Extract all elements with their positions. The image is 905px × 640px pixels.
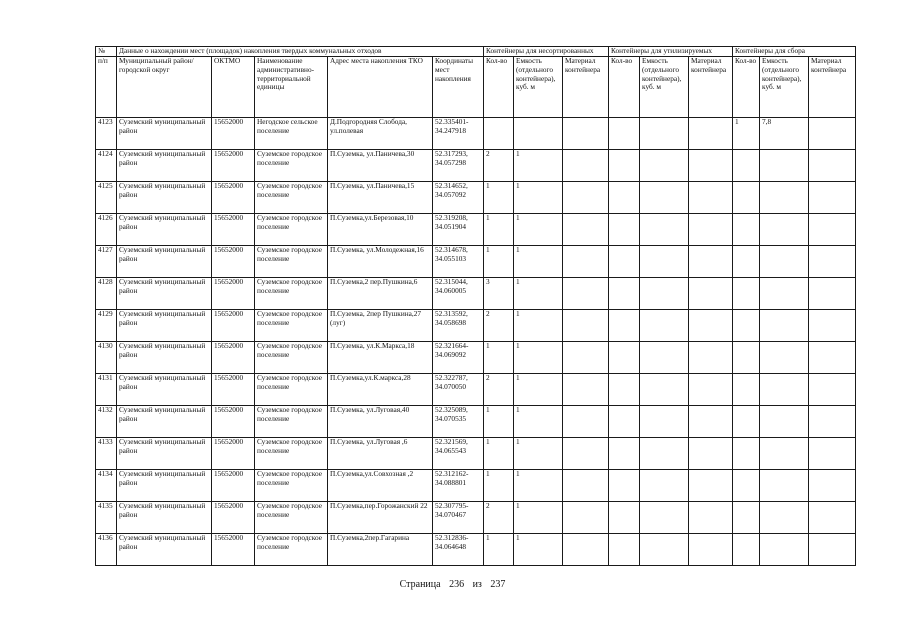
cell-address: П.Суземка, ул.К.Маркса,18 (328, 342, 433, 374)
cell-district: Суземский муниципальный район (117, 502, 212, 534)
cell-unsorted-count: 2 (484, 150, 514, 182)
cell-unsorted-capacity: 1 (514, 214, 563, 246)
cell-address: П.Суземка,2 пер.Пушкина,6 (328, 278, 433, 310)
cell-unsorted-material (563, 502, 609, 534)
cell-unsorted-count: 2 (484, 374, 514, 406)
cell-collect-count (733, 374, 760, 406)
cell-unit: Суземское городское поселение (255, 502, 328, 534)
cell-coords: 52.314678, 34.055103 (433, 246, 484, 278)
cell-number: 4131 (96, 374, 117, 406)
cell-collect-material (809, 374, 856, 406)
cell-recycled-count (609, 310, 640, 342)
cell-oktmo: 15652000 (212, 438, 255, 470)
cell-address: П.Суземка, ул.Паничева,30 (328, 150, 433, 182)
cell-unit: Суземское городское поселение (255, 278, 328, 310)
cell-collect-material (809, 118, 856, 150)
cell-recycled-count (609, 278, 640, 310)
cell-collect-count (733, 246, 760, 278)
cell-unit: Суземское городское поселение (255, 470, 328, 502)
cell-recycled-material (689, 342, 733, 374)
cell-district: Суземский муниципальный район (117, 118, 212, 150)
cell-unsorted-count: 1 (484, 534, 514, 566)
header-col-unsorted-count: Кол-во (484, 57, 514, 118)
cell-district: Суземский муниципальный район (117, 310, 212, 342)
cell-coords: 52.307795-34.070467 (433, 502, 484, 534)
cell-coords: 52.322787, 34.070050 (433, 374, 484, 406)
cell-unsorted-material (563, 534, 609, 566)
cell-recycled-material (689, 406, 733, 438)
cell-coords: 52.314652, 34.057092 (433, 182, 484, 214)
cell-collect-material (809, 502, 856, 534)
cell-unit: Суземское городское поселение (255, 534, 328, 566)
cell-recycled-capacity (640, 310, 689, 342)
header-col-unsorted-capacity: Емкость (отдельного контейнера), куб. м (514, 57, 563, 118)
cell-district: Суземский муниципальный район (117, 342, 212, 374)
cell-address: П.Суземка, 2пер Пушкина,27 (луг) (328, 310, 433, 342)
cell-unsorted-capacity: 1 (514, 150, 563, 182)
cell-address: Д.Подгородняя Слобода, ул.полевая (328, 118, 433, 150)
cell-unsorted-capacity: 1 (514, 374, 563, 406)
page-word: Страница (399, 579, 441, 590)
cell-collect-count: 1 (733, 118, 760, 150)
cell-recycled-material (689, 214, 733, 246)
cell-oktmo: 15652000 (212, 342, 255, 374)
cell-unsorted-material (563, 406, 609, 438)
cell-collect-count (733, 470, 760, 502)
cell-district: Суземский муниципальный район (117, 534, 212, 566)
cell-collect-capacity (760, 150, 809, 182)
cell-recycled-capacity (640, 150, 689, 182)
cell-unit: Суземское городское поселение (255, 438, 328, 470)
cell-number: 4134 (96, 470, 117, 502)
cell-collect-capacity (760, 374, 809, 406)
cell-number: 4135 (96, 502, 117, 534)
cell-unsorted-material (563, 310, 609, 342)
cell-district: Суземский муниципальный район (117, 278, 212, 310)
cell-unsorted-capacity: 1 (514, 502, 563, 534)
header-row-columns (96, 57, 856, 118)
header-col-collect-capacity: Емкость (отдельного контейнера), куб. м (760, 57, 809, 118)
cell-recycled-count (609, 150, 640, 182)
cell-unsorted-count: 2 (484, 502, 514, 534)
cell-number: 4130 (96, 342, 117, 374)
cell-unsorted-count: 1 (484, 470, 514, 502)
cell-oktmo: 15652000 (212, 246, 255, 278)
cell-number: 4125 (96, 182, 117, 214)
cell-collect-material (809, 534, 856, 566)
cell-number: 4128 (96, 278, 117, 310)
cell-unsorted-count: 1 (484, 214, 514, 246)
cell-recycled-count (609, 438, 640, 470)
cell-recycled-capacity (640, 374, 689, 406)
cell-unsorted-material (563, 374, 609, 406)
cell-address: П.Суземка,2пер.Гагарина (328, 534, 433, 566)
cell-unsorted-material (563, 214, 609, 246)
page-footer (0, 579, 905, 590)
cell-collect-capacity (760, 278, 809, 310)
header-section-unsorted: Контейнеры для несортированных (484, 47, 609, 57)
page-total: 237 (490, 579, 506, 590)
table-row (96, 118, 856, 150)
cell-recycled-count (609, 470, 640, 502)
table-row (96, 182, 856, 214)
table-row (96, 470, 856, 502)
cell-recycled-material (689, 534, 733, 566)
cell-recycled-count (609, 182, 640, 214)
cell-coords: 52.317293, 34.057298 (433, 150, 484, 182)
registry-table (95, 46, 856, 566)
page-of-word: из (472, 579, 482, 590)
cell-unsorted-count: 2 (484, 310, 514, 342)
cell-district: Суземский муниципальный район (117, 214, 212, 246)
header-section-recycled: Контейнеры для утилизируемых (609, 47, 733, 57)
cell-oktmo: 15652000 (212, 470, 255, 502)
cell-number: 4124 (96, 150, 117, 182)
cell-unsorted-capacity (514, 118, 563, 150)
cell-coords: 52.319208, 34.051904 (433, 214, 484, 246)
cell-number: 4126 (96, 214, 117, 246)
cell-unsorted-count: 1 (484, 246, 514, 278)
cell-collect-capacity (760, 406, 809, 438)
cell-collect-material (809, 342, 856, 374)
cell-unsorted-count (484, 118, 514, 150)
header-col-unsorted-material: Материал контейнера (563, 57, 609, 118)
cell-unsorted-capacity: 1 (514, 438, 563, 470)
cell-recycled-material (689, 118, 733, 150)
cell-recycled-count (609, 246, 640, 278)
cell-oktmo: 15652000 (212, 278, 255, 310)
cell-unsorted-capacity: 1 (514, 278, 563, 310)
cell-unit: Суземское городское поселение (255, 214, 328, 246)
cell-unsorted-capacity: 1 (514, 406, 563, 438)
cell-coords: 52.315044, 34.060005 (433, 278, 484, 310)
cell-oktmo: 15652000 (212, 502, 255, 534)
cell-collect-capacity (760, 310, 809, 342)
cell-collect-capacity (760, 470, 809, 502)
cell-unsorted-count: 1 (484, 406, 514, 438)
cell-address: П.Суземка,пер.Горожанский 22 (328, 502, 433, 534)
cell-district: Суземский муниципальный район (117, 406, 212, 438)
cell-recycled-material (689, 374, 733, 406)
cell-unsorted-capacity: 1 (514, 246, 563, 278)
cell-recycled-count (609, 374, 640, 406)
header-col-district: Муниципальный район/городской округ (117, 57, 212, 118)
cell-recycled-material (689, 278, 733, 310)
cell-unsorted-material (563, 246, 609, 278)
header-col-recycled-material: Материал контейнера (689, 57, 733, 118)
cell-oktmo: 15652000 (212, 374, 255, 406)
cell-unsorted-material (563, 118, 609, 150)
cell-recycled-capacity (640, 470, 689, 502)
cell-district: Суземский муниципальный район (117, 438, 212, 470)
cell-district: Суземский муниципальный район (117, 470, 212, 502)
header-col-coords: Координаты мест накопления (433, 57, 484, 118)
cell-recycled-capacity (640, 406, 689, 438)
cell-unit: Суземское городское поселение (255, 182, 328, 214)
cell-address: П.Суземка,ул.К.маркса,28 (328, 374, 433, 406)
cell-unsorted-material (563, 182, 609, 214)
cell-unsorted-capacity: 1 (514, 470, 563, 502)
cell-collect-material (809, 246, 856, 278)
table-row (96, 438, 856, 470)
cell-collect-count (733, 406, 760, 438)
cell-oktmo: 15652000 (212, 150, 255, 182)
cell-unsorted-count: 1 (484, 438, 514, 470)
cell-coords: 52.325089, 34.070535 (433, 406, 484, 438)
cell-collect-capacity (760, 502, 809, 534)
cell-unsorted-material (563, 438, 609, 470)
cell-unit: Негодское сельское поселение (255, 118, 328, 150)
cell-number: 4136 (96, 534, 117, 566)
cell-recycled-capacity (640, 182, 689, 214)
cell-district: Суземский муниципальный район (117, 246, 212, 278)
cell-number: 4123 (96, 118, 117, 150)
cell-recycled-material (689, 150, 733, 182)
cell-address: П.Суземка, ул.Луговая,40 (328, 406, 433, 438)
header-col-address: Адрес места накопления ТКО (328, 57, 433, 118)
page-number: 236 (449, 579, 465, 590)
cell-unit: Суземское городское поселение (255, 310, 328, 342)
cell-recycled-count (609, 502, 640, 534)
cell-district: Суземский муниципальный район (117, 374, 212, 406)
table-row (96, 374, 856, 406)
cell-collect-material (809, 214, 856, 246)
cell-collect-capacity (760, 182, 809, 214)
cell-unsorted-material (563, 278, 609, 310)
cell-district: Суземский муниципальный район (117, 182, 212, 214)
cell-unsorted-capacity: 1 (514, 534, 563, 566)
cell-oktmo: 15652000 (212, 534, 255, 566)
cell-recycled-capacity (640, 534, 689, 566)
cell-collect-capacity: 7,8 (760, 118, 809, 150)
cell-recycled-count (609, 534, 640, 566)
cell-recycled-capacity (640, 214, 689, 246)
cell-unsorted-count: 1 (484, 182, 514, 214)
table-row (96, 342, 856, 374)
cell-collect-count (733, 534, 760, 566)
cell-coords: 52.321569, 34.065543 (433, 438, 484, 470)
table-row (96, 406, 856, 438)
cell-collect-capacity (760, 342, 809, 374)
cell-recycled-count (609, 342, 640, 374)
cell-collect-count (733, 150, 760, 182)
cell-unsorted-count: 1 (484, 342, 514, 374)
cell-collect-material (809, 406, 856, 438)
table-row (96, 214, 856, 246)
cell-collect-count (733, 438, 760, 470)
cell-collect-capacity (760, 214, 809, 246)
cell-district: Суземский муниципальный район (117, 150, 212, 182)
cell-collect-count (733, 342, 760, 374)
cell-unit: Суземское городское поселение (255, 246, 328, 278)
header-col-recycled-capacity: Емкость (отдельного контейнера), куб. м (640, 57, 689, 118)
cell-collect-material (809, 278, 856, 310)
table-row (96, 150, 856, 182)
cell-recycled-material (689, 502, 733, 534)
cell-collect-material (809, 150, 856, 182)
table-row (96, 502, 856, 534)
cell-recycled-capacity (640, 438, 689, 470)
table-row (96, 534, 856, 566)
cell-unsorted-material (563, 150, 609, 182)
cell-number: 4132 (96, 406, 117, 438)
cell-collect-count (733, 502, 760, 534)
cell-recycled-count (609, 118, 640, 150)
cell-collect-count (733, 278, 760, 310)
cell-recycled-capacity (640, 502, 689, 534)
cell-coords: 52.313592, 34.058698 (433, 310, 484, 342)
cell-coords: 52.335401-34.247918 (433, 118, 484, 150)
header-col-recycled-count: Кол-во (609, 57, 640, 118)
header-section-location: Данные о нахождении мест (площадок) накопления твердых коммунальных отходов (117, 47, 484, 57)
cell-recycled-material (689, 246, 733, 278)
cell-collect-material (809, 470, 856, 502)
cell-unsorted-capacity: 1 (514, 182, 563, 214)
cell-recycled-count (609, 406, 640, 438)
header-row-sections (96, 47, 856, 57)
cell-address: П.Суземка,ул.Совхозная ,2 (328, 470, 433, 502)
cell-oktmo: 15652000 (212, 182, 255, 214)
cell-recycled-capacity (640, 278, 689, 310)
cell-recycled-material (689, 438, 733, 470)
cell-coords: 52.321664-34.069092 (433, 342, 484, 374)
table-row (96, 246, 856, 278)
cell-collect-count (733, 182, 760, 214)
cell-unit: Суземское городское поселение (255, 342, 328, 374)
cell-unit: Суземское городское поселение (255, 374, 328, 406)
header-no: № (96, 47, 117, 57)
table-row (96, 278, 856, 310)
cell-collect-count (733, 310, 760, 342)
cell-address: П.Суземка,ул.Березовая,10 (328, 214, 433, 246)
header-col-unit: Наименование административно-территориальной единицы (255, 57, 328, 118)
table-row (96, 310, 856, 342)
cell-unsorted-material (563, 470, 609, 502)
cell-unit: Суземское городское поселение (255, 150, 328, 182)
header-col-pp: п/п (96, 57, 117, 118)
cell-collect-capacity (760, 438, 809, 470)
cell-collect-count (733, 214, 760, 246)
table-body (96, 118, 856, 566)
header-col-collect-material: Материал контейнера (809, 57, 856, 118)
cell-oktmo: 15652000 (212, 118, 255, 150)
header-section-collect: Контейнеры для сбора (733, 47, 856, 57)
cell-unsorted-count: 3 (484, 278, 514, 310)
cell-recycled-material (689, 310, 733, 342)
header-col-collect-count: Кол-во (733, 57, 760, 118)
cell-collect-material (809, 438, 856, 470)
cell-recycled-capacity (640, 246, 689, 278)
cell-collect-material (809, 182, 856, 214)
cell-address: П.Суземка, ул.Молодежная,16 (328, 246, 433, 278)
cell-number: 4129 (96, 310, 117, 342)
cell-number: 4127 (96, 246, 117, 278)
cell-number: 4133 (96, 438, 117, 470)
cell-collect-material (809, 310, 856, 342)
cell-unsorted-capacity: 1 (514, 342, 563, 374)
cell-collect-capacity (760, 246, 809, 278)
cell-unsorted-material (563, 342, 609, 374)
cell-oktmo: 15652000 (212, 406, 255, 438)
cell-oktmo: 15652000 (212, 310, 255, 342)
cell-collect-capacity (760, 534, 809, 566)
cell-unit: Суземское городское поселение (255, 406, 328, 438)
header-col-oktmo: ОКТМО (212, 57, 255, 118)
cell-recycled-count (609, 214, 640, 246)
cell-address: П.Суземка, ул.Луговая ,6 (328, 438, 433, 470)
cell-coords: 52.312836-34.064648 (433, 534, 484, 566)
cell-coords: 52.312162-34.088801 (433, 470, 484, 502)
cell-recycled-material (689, 470, 733, 502)
cell-recycled-material (689, 182, 733, 214)
cell-address: П.Суземка, ул.Паничева,15 (328, 182, 433, 214)
cell-recycled-capacity (640, 118, 689, 150)
cell-unsorted-capacity: 1 (514, 310, 563, 342)
cell-oktmo: 15652000 (212, 214, 255, 246)
cell-recycled-capacity (640, 342, 689, 374)
